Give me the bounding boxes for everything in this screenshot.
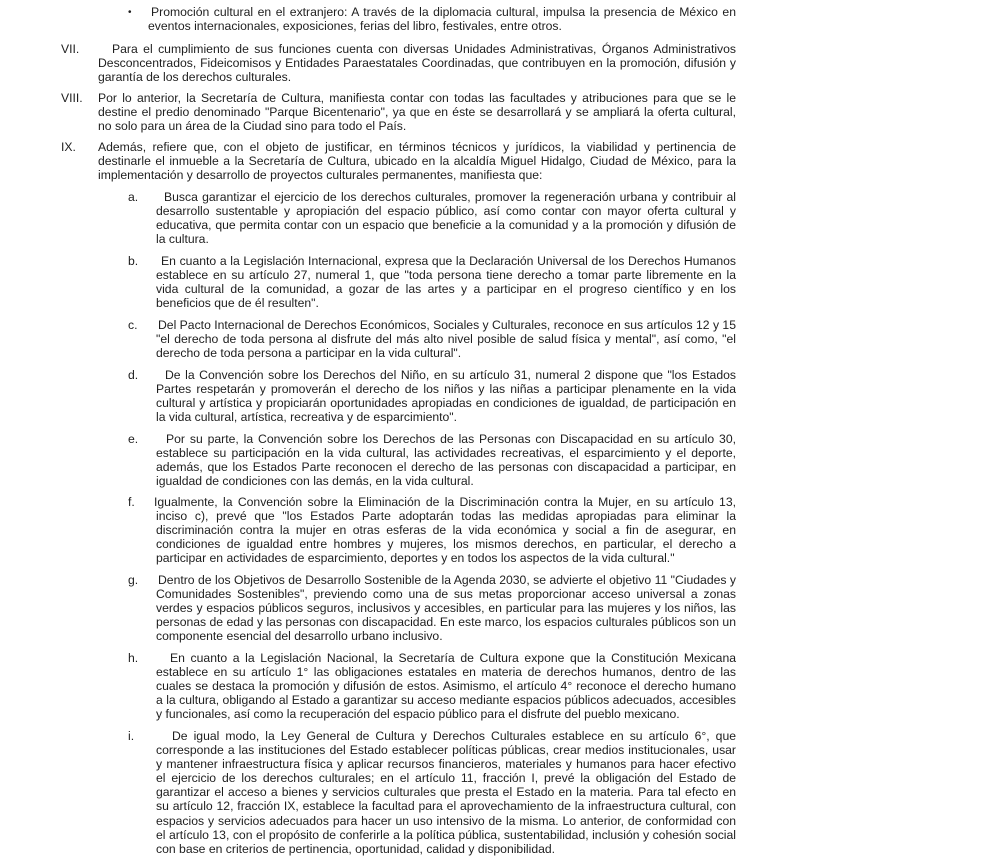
section-numeral-viii: VIII.: [61, 91, 83, 105]
subitem-letter-c: c.: [128, 318, 138, 332]
subitem-letter-i: i.: [128, 729, 135, 743]
subitem-f-text: Igualmente, la Convención sobre la Eliminación de la Discriminación contra la Mujer, en su artículo 13, inciso c), prevé que "los Estados Parte adoptarán todas las medidas apropiadas para eliminar la discriminación contra la mujer en otras esferas de la vida económica y social a fin de asegurar, en condiciones de igualdad entre hombres y mujeres, los mismos derechos, en particular, el derecho a participar en actividades de esparcimiento, deportes y en todos los aspectos de la vida cultural.": [154, 495, 736, 566]
subitem-g-text: Dentro de los Objetivos de Desarrollo Sostenible de la Agenda 2030, se advierte el objetivo 11 "Ciudades y Comunidades Sostenibles", previendo como una de sus metas proporcionar acceso universal a zonas verdes y espacios públicos seguros, inclusivos y accesibles, en particular para las mujeres y los niños, las personas de edad y las personas con discapacidad. En este marco, los espacios culturales públicos son un componente esencial del desarrollo urbano inclusivo.: [156, 573, 736, 644]
subitem-h-text: En cuanto a la Legislación Nacional, la Secretaría de Cultura expone que la Constitución Mexicana establece en su artículo 1° las obligaciones estatales en materia de derechos humanos, dentro de las cuales se destaca la promoción y difusión de estos. Asimismo, el artículo 4° reconoce el derecho humano a la cultura, obligando al Estado a garantizar su acceso mediante espacios públicos adecuados, accesibles y funcionales, así como la recuperación del espacio público para el disfrute del pueblo mexicano.: [156, 651, 736, 722]
subitem-i-text: De igual modo, la Ley General de Cultura y Derechos Culturales establece en su artículo 6°, que corresponde a las instituciones del Estado establecer políticas públicas, crear medios institucionales, usar y mantener infraestructura física y aplicar recursos financieros, materiales y humanos para hacer efectivo el ejercicio de los derechos culturales; en el artículo 11, fracción I, prevé la obligación del Estado de garantizar el acceso a bienes y servicios culturales que presta el Estado en la materia. Para tal efecto en su artículo 12, fracción IX, establece la facultad para el aprovechamiento de la infraestructura cultural, con espacios y servicios adecuados para hacer un uso intensivo de la misma. Lo anterior, de conformidad con el artículo 13, con el propósito de conferirle a la política pública, sustentabilidad, inclusión y cohesión social con base en criterios de pertinencia, oportunidad, calidad y disponibilidad.: [156, 729, 736, 856]
subitem-letter-f: f.: [128, 495, 135, 509]
subitem-b-text: En cuanto a la Legislación Internacional, expresa que la Declaración Universal de los Derechos Humanos establece en su artículo 27, numeral 1, que "toda persona tiene derecho a tomar parte libremente en la vida cultural de la comunidad, a gozar de las artes y a participar en el progreso científico y en los beneficios que de él resulten".: [156, 254, 736, 311]
subitem-d-text: De la Convención sobre los Derechos del Niño, en su artículo 31, numeral 2 dispone que "los Estados Partes respetarán y promoverán el derecho de los niños y las niñas a participar plenamente en la vida cultural y artística y propiciarán oportunidades apropiadas en condiciones de igualdad, de participación en la vida cultural, artística, recreativa y de esparcimiento".: [156, 368, 736, 425]
section-numeral-vii: VII.: [61, 42, 80, 56]
subitem-e-text: Por su parte, la Convención sobre los Derechos de las Personas con Discapacidad en su artículo 30, establece su participación en la vida cultural, las actividades recreativas, el esparcimiento y el deporte, además, que los Estados Parte reconocen el derecho de las personas con discapacidad a participar, en igualdad de condiciones con las demás, en la vida cultural.: [156, 432, 736, 489]
bullet-item-text: Promoción cultural en el extranjero: A través de la diplomacia cultural, impulsa la presencia de México en eventos internacionales, exposiciones, ferias del libro, festivales, entre otros.: [148, 5, 736, 34]
section-viii-text: Por lo anterior, la Secretaría de Cultura, manifiesta contar con todas las facultades y atribuciones para que se le destine el predio denominado "Parque Bicentenario", ya que en éste se desarrollará y se ampliará la oferta cultural, no solo para un área de la Ciudad sino para todo el País.: [98, 91, 736, 134]
bullet-icon: •: [128, 7, 132, 18]
section-ix-text: Además, refiere que, con el objeto de justificar, en términos técnicos y jurídicos, la viabilidad y pertinencia de destinarle el inmueble a la Secretaría de Cultura, ubicado en la alcaldía Miguel Hidalgo, Ciudad de México, para la implementación y desarrollo de proyectos culturales permanentes, manifiesta que:: [98, 140, 736, 183]
subitem-letter-h: h.: [128, 651, 139, 665]
section-numeral-ix: IX.: [61, 140, 76, 154]
subitem-letter-d: d.: [128, 368, 139, 382]
subitem-letter-g: g.: [128, 573, 139, 587]
subitem-letter-b: b.: [128, 254, 139, 268]
subitem-letter-e: e.: [128, 432, 139, 446]
subitem-letter-a: a.: [128, 190, 139, 204]
subitem-c-text: Del Pacto Internacional de Derechos Económicos, Sociales y Culturales, reconoce en sus artículos 12 y 15 "el derecho de toda persona al disfrute del más alto nivel posible de salud física y mental", así como, "el derecho de toda persona a participar en la vida cultural".: [156, 318, 736, 361]
section-vii-text: Para el cumplimiento de sus funciones cuenta con diversas Unidades Administrativas, Órganos Administrativos Desconcentrados, Fideicomisos y Entidades Paraestatales Coordinadas, que contribuyen en la promoción, difusión y garantía de los derechos culturales.: [98, 42, 736, 85]
subitem-a-text: Busca garantizar el ejercicio de los derechos culturales, promover la regeneración urbana y contribuir al desarrollo sustentable y apropiación del espacio público, así como contar con mayor oferta cultural y educativa, que permita contar con un espacio que beneficie a la comunidad y a la promoción y difusión de la cultura.: [156, 190, 736, 247]
